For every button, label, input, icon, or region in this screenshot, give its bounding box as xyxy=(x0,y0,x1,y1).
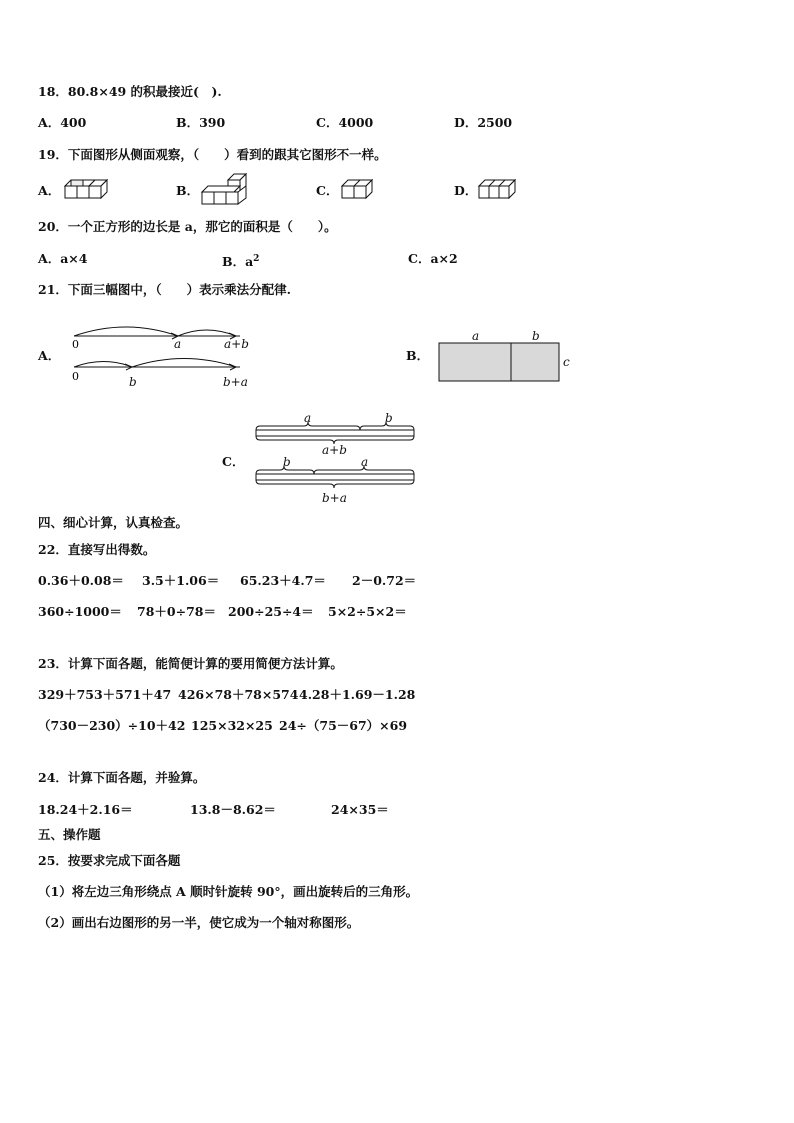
q24-expr: 18.24＋2.16＝ xyxy=(38,802,133,817)
q23-expr: （730－230）÷10＋42 xyxy=(38,718,186,733)
q25-sub-1: （1）将左边三角形绕点 A 顺时针旋转 90°，画出旋转后的三角形。 xyxy=(38,884,419,899)
q18-option-c: C．4000 xyxy=(316,115,374,130)
fig-b-label-b: b xyxy=(532,329,540,343)
fig-a-label-b-plus-a: b+a xyxy=(223,375,248,389)
q21-option-b-label: B． xyxy=(406,348,430,363)
q19-stem: 19．下面图形从侧面观察，（ ）看到的跟其它图形不一样。 xyxy=(38,147,387,162)
fig-c-top-label-b: b xyxy=(385,411,393,425)
q19-cube-figure-b xyxy=(198,170,250,206)
q23-expr: 4.28＋1.69－1.28 xyxy=(299,687,416,702)
fig-c-top-sum: a+b xyxy=(322,443,347,457)
fig-c-top-label-a: a xyxy=(304,411,312,425)
fig-a-zero-2: 0 xyxy=(72,370,79,383)
q19-option-c-label: C． xyxy=(316,183,339,198)
q22-expr: 5×2÷5×2＝ xyxy=(328,604,407,619)
q24-expr: 24×35＝ xyxy=(331,802,389,817)
q23-expr: 125×32×25 xyxy=(191,718,273,733)
q23-expr: 24÷（75－67）×69 xyxy=(279,718,408,733)
q20-stem: 20．一个正方形的边长是 a，那它的面积是（ ）。 xyxy=(38,219,337,234)
q18-stem: 18．80.8×49 的积最接近( ). xyxy=(38,84,222,99)
q24-expr: 13.8－8.62＝ xyxy=(190,802,276,817)
q18-option-d: D．2500 xyxy=(454,115,513,130)
fig-a-zero-1: 0 xyxy=(72,338,79,351)
fig-b-label-a: a xyxy=(472,329,480,343)
q25-stem: 25．按要求完成下面各题 xyxy=(38,853,181,868)
q21-figure-a-number-lines xyxy=(66,316,266,390)
q20-option-a: A．a×4 xyxy=(38,251,88,266)
q19-cube-figure-c xyxy=(338,176,380,204)
q19-option-d-label: D． xyxy=(454,183,478,198)
q22-expr: 200÷25÷4＝ xyxy=(228,604,314,619)
q19-option-b-label: B． xyxy=(176,183,200,198)
q22-stem: 22．直接写出得数。 xyxy=(38,542,156,557)
q22-expr: 2－0.72＝ xyxy=(352,573,417,588)
q19-option-a-label: A． xyxy=(38,183,61,198)
q20-option-c: C．a×2 xyxy=(408,251,458,266)
q21-option-a-label: A． xyxy=(38,348,61,363)
q22-expr: 78＋0÷78＝ xyxy=(137,604,216,619)
q20-option-b-sup: 2 xyxy=(253,254,260,264)
q22-expr: 360÷1000＝ xyxy=(38,604,122,619)
q23-stem: 23．计算下面各题，能简便计算的要用简便方法计算。 xyxy=(38,656,343,671)
q25-sub-2: （2）画出右边图形的另一半，使它成为一个轴对称图形。 xyxy=(38,915,360,930)
q22-expr: 0.36＋0.08＝ xyxy=(38,573,124,588)
q21-figure-b-rectangle xyxy=(436,326,576,386)
fig-c-bottom-label-b: b xyxy=(283,455,291,469)
q22-expr: 3.5＋1.06＝ xyxy=(142,573,220,588)
q20-option-b xyxy=(222,251,259,270)
q20-option-b-text: B．a xyxy=(222,254,254,270)
fig-a-label-b: b xyxy=(129,375,137,389)
q24-stem: 24．计算下面各题，并验算。 xyxy=(38,770,206,785)
fig-b-label-c: c xyxy=(563,355,570,369)
q23-expr: 426×78＋78×574 xyxy=(178,687,299,702)
q19-cube-figure-a xyxy=(60,176,112,204)
section-4-title: 四、细心计算，认真检查。 xyxy=(38,515,189,530)
q21-figure-c-braces xyxy=(252,410,418,506)
fig-a-label-a-plus-b: a+b xyxy=(224,337,249,351)
q18-option-a: A．400 xyxy=(38,115,87,130)
section-5-title: 五、操作题 xyxy=(38,827,101,842)
fig-c-bottom-label-a: a xyxy=(361,455,369,469)
q19-cube-figure-d xyxy=(475,176,519,204)
fig-c-bottom-sum: b+a xyxy=(322,491,347,505)
q21-stem: 21．下面三幅图中，（ ）表示乘法分配律. xyxy=(38,282,291,297)
q21-option-c-label: C． xyxy=(222,454,245,469)
fig-a-label-a: a xyxy=(174,337,182,351)
q23-expr: 329＋753＋571＋47 xyxy=(38,687,172,702)
q22-expr: 65.23＋4.7＝ xyxy=(240,573,326,588)
q18-option-b: B．390 xyxy=(176,115,226,130)
